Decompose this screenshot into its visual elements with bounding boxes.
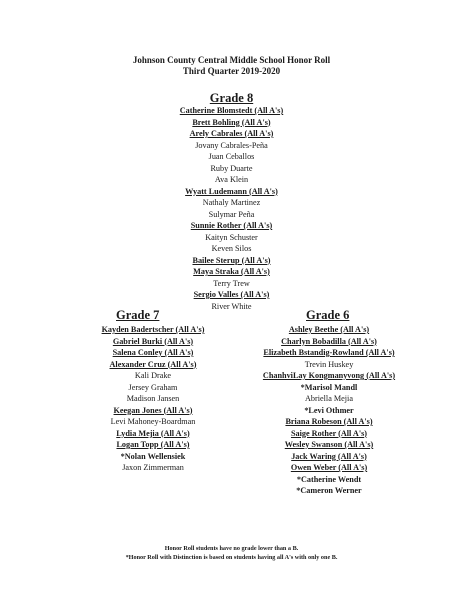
student-name: Kaityn Schuster	[205, 232, 258, 242]
student-name: Arely Cabrales (All A's)	[189, 129, 274, 138]
student-name: Trevin Huskey	[304, 359, 354, 369]
document-title	[0, 55, 463, 77]
student-name: *Catherine Wendt	[296, 474, 362, 484]
student-name: Terry Trew	[213, 278, 250, 288]
student-name: Elizabeth Bstandig-Rowland (All A's)	[263, 348, 395, 357]
student-name: Salena Conley (All A's)	[112, 348, 194, 357]
student-name: Jersey Graham	[128, 382, 178, 392]
student-name: Charlyn Bobadilla (All A's)	[281, 336, 377, 346]
student-name: Saige Rother (All A's)	[290, 428, 368, 438]
student-name: Bailee Sterup (All A's)	[192, 255, 271, 265]
student-name: Catherine Blomstedt (All A's)	[179, 106, 284, 115]
grade-6-heading: Grade 6	[306, 308, 350, 322]
student-name: ChanhviLay Kongmanyvong (All A's)	[262, 371, 396, 380]
student-name: *Cameron Werner	[296, 486, 362, 495]
footnote-distinction: *Honor Roll with Distinction is based on students having all A's with only one B.	[125, 554, 338, 561]
student-name: Kayden Badertscher (All A's)	[101, 325, 205, 334]
student-name: Nathaly Martinez	[202, 198, 261, 207]
student-name: Sunnie Rother (All A's)	[190, 221, 273, 230]
student-name: Abriella Mejia	[305, 394, 353, 403]
student-name: Gabriel Burki (All A's)	[112, 336, 194, 346]
student-name: Brett Bohling (All A's)	[192, 117, 271, 127]
student-name: Jaxon Zimmerman	[122, 463, 184, 472]
student-name: *Levi Othmer	[304, 405, 354, 415]
school-title: Johnson County Central Middle School Honor Roll	[132, 55, 331, 65]
student-name: Sulymar Peña	[208, 209, 255, 219]
quarter-title: Third Quarter 2019-2020	[182, 66, 281, 76]
student-name: Levi Mahoney-Boardman	[110, 417, 196, 426]
grade-8-list	[0, 105, 463, 312]
footnote-honor-roll: Honor Roll students have no grade lower than a B.	[164, 545, 299, 552]
grade-7-section	[78, 308, 228, 474]
student-name: Jack Waring (All A's)	[291, 451, 367, 461]
student-name: *Marisol Mandl	[300, 382, 358, 392]
student-name: River White	[211, 301, 252, 311]
grade-8-heading: Grade 8	[209, 91, 254, 105]
grade-8-section	[0, 91, 463, 312]
student-name: Madison Jansen	[126, 394, 180, 403]
student-name: Juan Ceballos	[208, 152, 255, 161]
student-name: Lydia Mejia (All A's)	[116, 428, 190, 438]
student-name: Ashley Beethe (All A's)	[288, 325, 370, 334]
student-name: Ava Klein	[214, 175, 249, 184]
student-name: Wyatt Ludemann (All A's)	[185, 186, 278, 196]
student-name: Jovany Cabrales-Peña	[195, 140, 268, 150]
student-name: Sergio Valles (All A's)	[193, 290, 270, 299]
student-name: Ruby Duarte	[210, 163, 253, 173]
student-name: Keegan Jones (All A's)	[113, 405, 193, 415]
grade-7-list	[78, 324, 228, 474]
student-name: Owen Weber (All A's)	[290, 463, 368, 472]
footnotes	[0, 544, 463, 562]
student-name: Wesley Swanson (All A's)	[284, 440, 374, 449]
grade-7-heading: Grade 7	[116, 308, 160, 322]
student-name: Kali Drake	[134, 371, 172, 380]
grade-6-list	[250, 324, 408, 497]
student-name: Briana Robeson (All A's)	[285, 417, 373, 426]
student-name: Maya Straka (All A's)	[193, 267, 270, 276]
student-name: Keven Silos	[211, 244, 252, 253]
student-name: Logan Topp (All A's)	[116, 440, 190, 449]
grade-6-section	[250, 308, 408, 497]
student-name: *Nolan Wellensiek	[120, 451, 186, 461]
student-name: Alexander Cruz (All A's)	[109, 359, 197, 369]
